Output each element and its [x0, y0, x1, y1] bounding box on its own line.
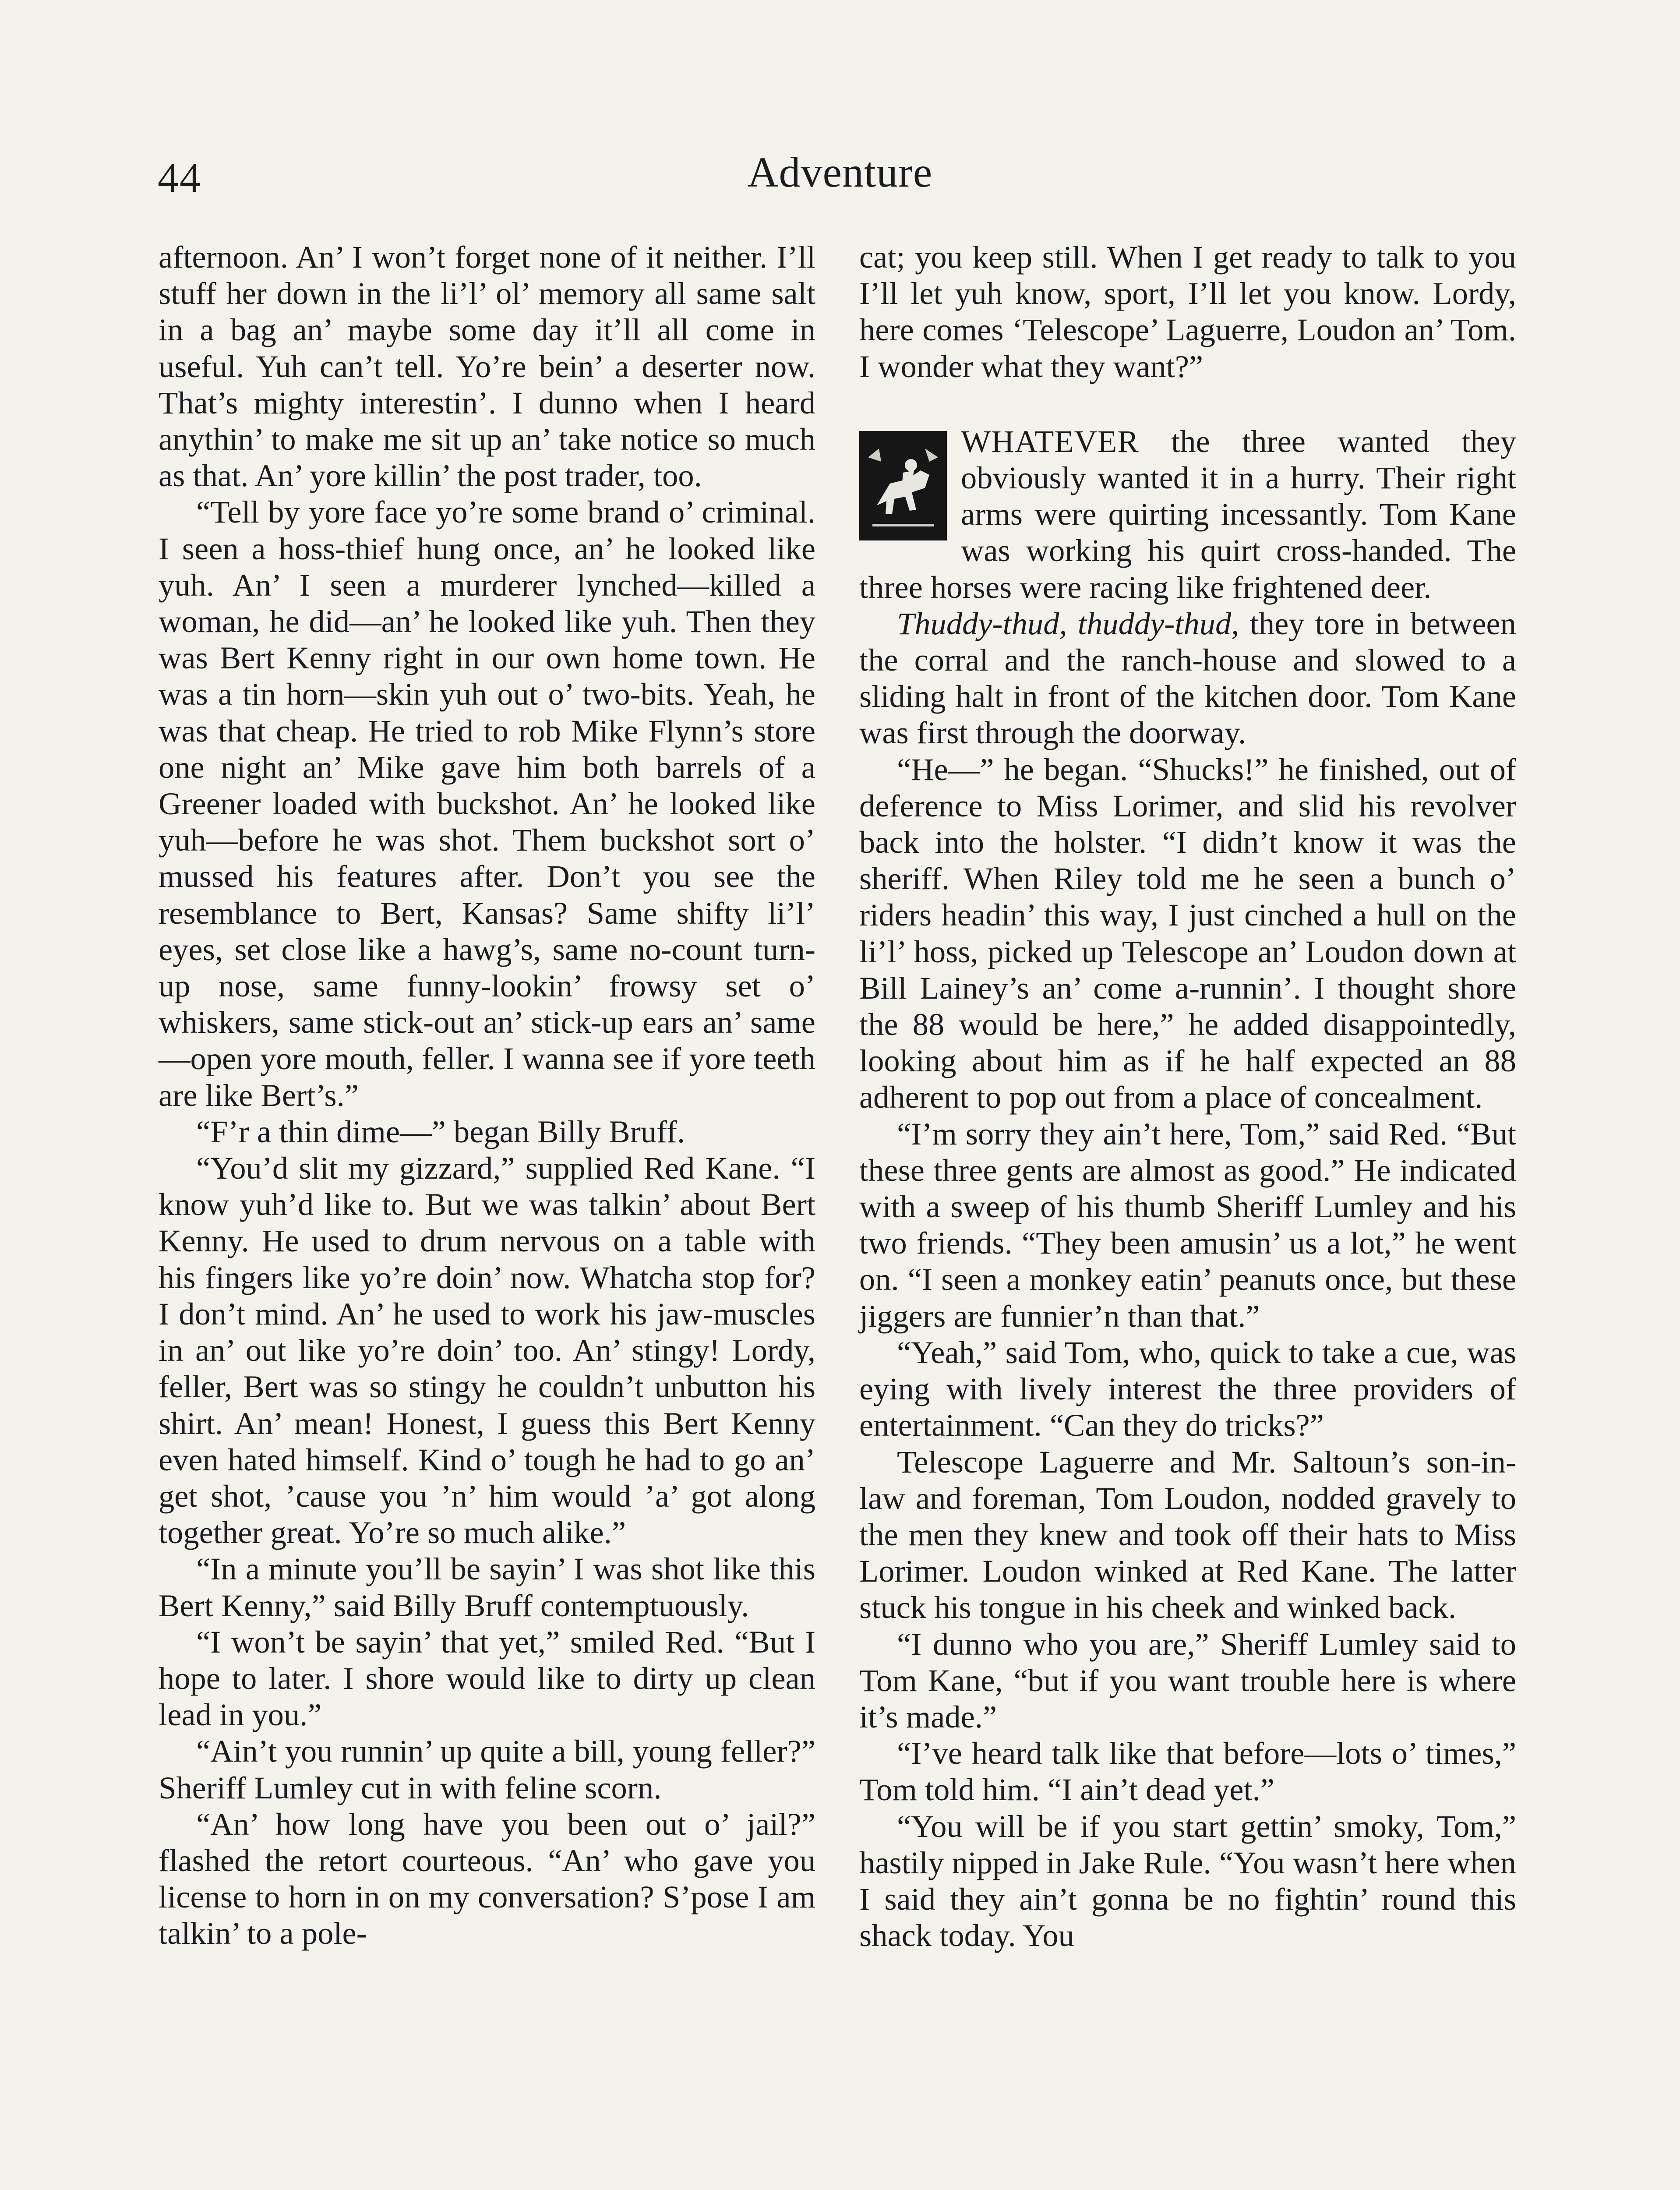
paragraph: “You will be if you start gettin’ smoky, Tom,” hastily nipped in Jake Rule. “You wasn’t here when I said they ain’t gonna be no fightin’ round this shack today. You — [859, 1808, 1516, 1953]
drop-lead-word: WHATEVER — [961, 423, 1139, 459]
running-head-title: Adventure — [747, 149, 933, 196]
paragraph-text: they tore in between the corral and the ranch-house and slowed to a sliding halt in front of the kitchen door. Tom Kane was first through the doorway. — [859, 605, 1516, 751]
paragraph — [859, 605, 1516, 751]
paragraph: “I’m sorry they ain’t here, Tom,” said Red. “But these three gents are almost as good.” He indicated with a sweep of his thumb Sheriff Lumley and his two friends. “They been amusin’ us a lot,” he went on. “I seen a monkey eatin’ peanuts once, but these jiggers are funnier’n than that.” — [859, 1116, 1516, 1334]
paragraph: “I won’t be sayin’ that yet,” smiled Red. “But I hope to later. I shore would like to dirty up clean lead in you.” — [159, 1624, 815, 1733]
section-opening-paragraph — [859, 423, 1516, 605]
paragraph: “Yeah,” said Tom, who, quick to take a cue, was eying with lively interest the three providers of entertainment. “Can they do tricks?” — [859, 1334, 1516, 1443]
paragraph: “You’d slit my gizzard,” supplied Red Kane. “I know yuh’d like to. But we was talkin’ about Bert Kenny. He used to drum nervous on a table with his fingers like yo’re doin’ now. Whatcha stop for? I don’t mind. An’ he used to work his jaw-muscles in an’ out like yo’re doin’ too. An’ stingy! Lordy, feller, Bert was so stingy he couldn’t unbutton his shirt. An’ mean! Honest, I guess this Bert Kenny even hated himself. Kind o’ tough he had to go an’ get shot, ’cause you ’n’ him would ’a’ got along together great. Yo’re so much alike.” — [159, 1150, 815, 1551]
right-column — [859, 239, 1516, 1953]
paragraph: “I’ve heard talk like that before—lots o’ times,” Tom told him. “I ain’t dead yet.” — [859, 1735, 1516, 1808]
paragraph: “An’ how long have you been out o’ jail?” flashed the retort courteous. “An’ who gave you license to horn in on my conversation? S’pose I am talkin’ to a pole- — [159, 1806, 815, 1951]
paragraph: cat; you keep still. When I get ready to talk to you I’ll let yuh know, sport, I’ll let you know. Lordy, here comes ‘Telescope’ Laguerre, Loudon an’ Tom. I wonder what they want?” — [859, 239, 1516, 384]
paragraph: Telescope Laguerre and Mr. Saltoun’s son-in-law and foreman, Tom Loudon, nodded gravely to the men they knew and took off their hats to Miss Lorimer. Loudon winked at Red Kane. The latter stuck his tongue in his cheek and winked back. — [859, 1444, 1516, 1625]
italic-sound: Thuddy-thud, thuddy-thud, — [897, 605, 1239, 641]
paragraph: afternoon. An’ I won’t forget none of it neither. I’ll stuff her down in the li’l’ ol’ memory all same salt in a bag an’ maybe some day it’ll all come in useful. Yuh can’t tell. Yo’re bein’ a deserter now. That’s mighty interestin’. I dunno when I heard anythin’ to make me sit up an’ take notice so much as that. An’ yore killin’ the post trader, too. — [159, 239, 815, 494]
page-number: 44 — [158, 154, 201, 201]
paragraph: “I dunno who you are,” Sheriff Lumley said to Tom Kane, “but if you want trouble here is where it’s made.” — [859, 1626, 1516, 1734]
left-column — [159, 239, 815, 1952]
horse-rider-vignette-icon — [859, 431, 947, 540]
paragraph: “He—” he began. “Shucks!” he finished, out of deference to Miss Lorimer, and slid his revolver back into the holster. “I didn’t know it was the sheriff. When Riley told me he seen a bunch o’ riders headin’ this way, I just cinched a hull on the li’l’ hoss, picked up Telescope an’ Loudon down at Bill Lainey’s an’ come a-runnin’. I thought shore the 88 would be here,” he added disappointedly, looking about him as if he half expected an 88 adherent to pop out from a place of concealment. — [859, 751, 1516, 1115]
paragraph-text: the three wanted they obviously wanted it in a hurry. Their right arms were quirting incessantly. Tom Kane was working his quirt cross-handed. The three horses were racing like frightened deer. — [859, 423, 1516, 605]
paragraph: “Tell by yore face yo’re some brand o’ criminal. I seen a hoss-thief hung once, an’ he looked like yuh. An’ I seen a murderer lynched—killed a woman, he did—an’ he looked like yuh. Then they was Bert Kenny right in our own home town. He was a tin horn—skin yuh out o’ two-bits. Yeah, he was that cheap. He tried to rob Mike Flynn’s store one night an’ Mike gave him both barrels of a Greener loaded with buckshot. An’ he looked like yuh—before he was shot. Them buckshot sort o’ mussed his features after. Don’t you see the resemblance to Bert, Kansas? Same shifty li’l’ eyes, set close like a hawg’s, same no-count turn-up nose, same funny-lookin’ frowsy set o’ whiskers, same stick-out an’ stick-up ears an’ same—open yore mouth, feller. I wanna see if yore teeth are like Bert’s.” — [159, 494, 815, 1113]
paragraph: “Ain’t you runnin’ up quite a bill, young feller?” Sheriff Lumley cut in with feline scorn. — [159, 1733, 815, 1805]
paragraph: “In a minute you’ll be sayin’ I was shot like this Bert Kenny,” said Billy Bruff contemptuously. — [159, 1551, 815, 1623]
paragraph: “F’r a thin dime—” began Billy Bruff. — [196, 1113, 685, 1149]
